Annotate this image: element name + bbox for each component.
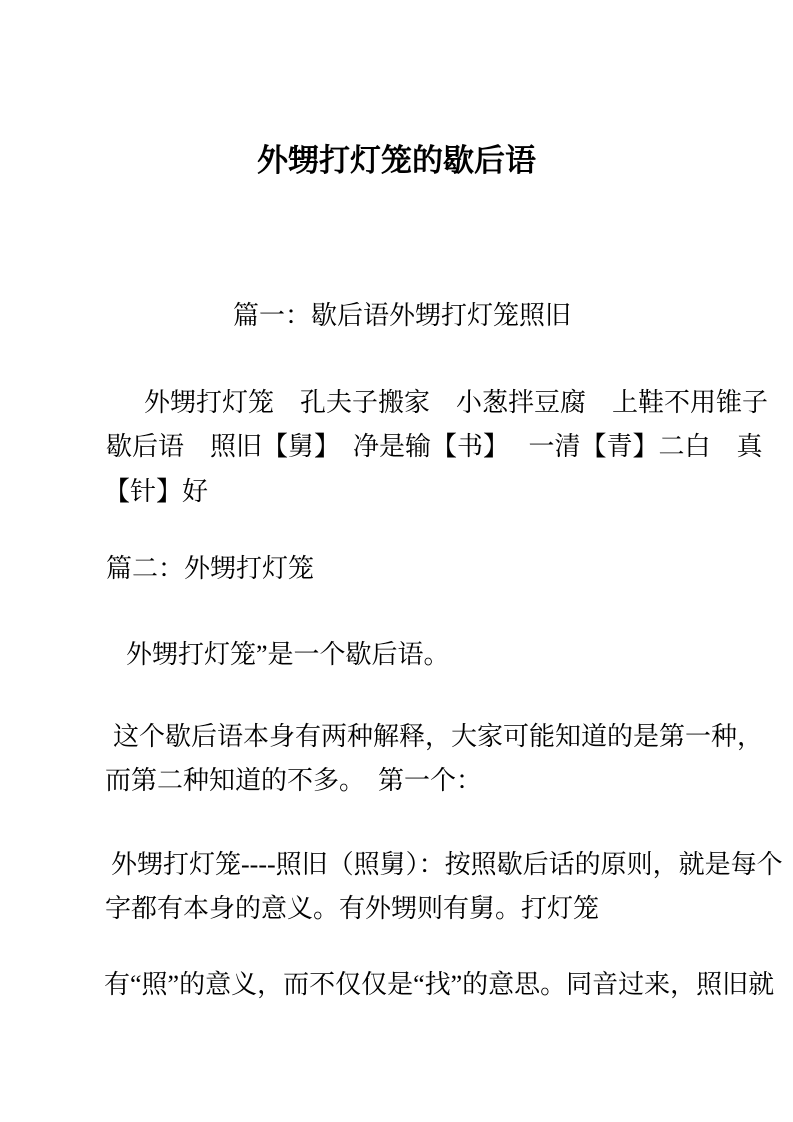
section-2-paragraph-2-line-2: 而第二种知道的不多。 第一个： (105, 766, 483, 795)
section-1-heading: 篇一：歇后语外甥打灯笼照旧 (233, 301, 572, 330)
section-2-paragraph-3-line-1: 外甥打灯笼----照旧（照舅）：按照歇后话的原则，就是每个 (111, 850, 783, 879)
section-2-heading: 篇二：外甥打灯笼 (106, 554, 315, 583)
section-2-paragraph-1: 外甥打灯笼”是一个歇后语。 (126, 640, 450, 669)
section-1-line-3: 【针】好 (104, 477, 209, 506)
section-2-paragraph-3-line-2: 字都有本身的意义。有外甥则有舅。打灯笼 (105, 894, 600, 923)
document-title: 外甥打灯笼的歇后语 (257, 143, 536, 178)
section-2-paragraph-2-line-1: 这个歇后语本身有两种解释，大家可能知道的是第一种， (113, 722, 764, 751)
section-1-line-2: 歇后语 照旧【舅】 净是输【书】 一清【青】二白 真 (106, 432, 763, 461)
section-2-paragraph-4-line-1: 有“照”的意义，而不仅仅是“找”的意思。同音过来，照旧就 (104, 970, 775, 999)
section-1-line-1: 外甥打灯笼 孔夫子搬家 小葱拌豆腐 上鞋不用锥子 (144, 388, 769, 417)
